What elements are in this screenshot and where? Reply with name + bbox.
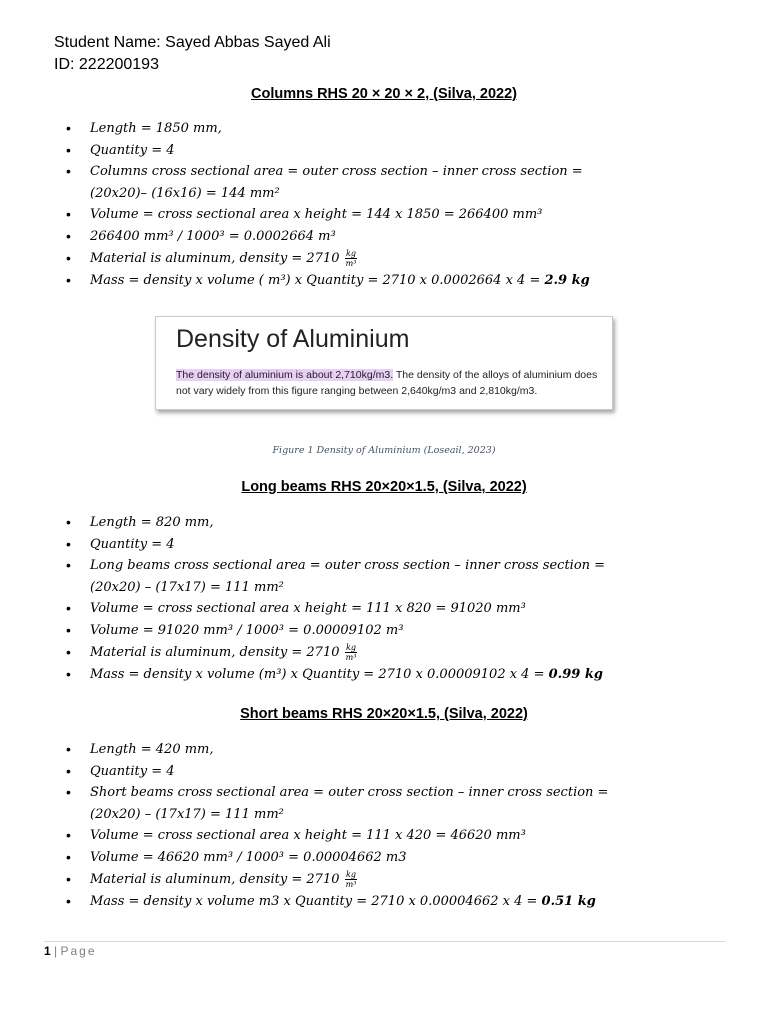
- figure-caption: Figure 1 Density of Aluminium (Loseail, 2023): [272, 445, 496, 456]
- unit-denominator: m³: [345, 259, 357, 268]
- equation-line: [66, 270, 590, 292]
- page-word: Page: [60, 944, 97, 958]
- equation-line: • Volume = cross sectional area x height = 144 x 1850 = 266400 mm³: [66, 204, 590, 226]
- equation-text: (20x20)– (16x16) = 144 mm²: [90, 185, 280, 201]
- figure-text: [176, 368, 606, 399]
- section-heading-long-beams: Long beams RHS 20×20×1.5, (Silva, 2022): [241, 479, 527, 495]
- student-id: ID: 222200193: [54, 56, 159, 73]
- student-header: [54, 32, 331, 76]
- density-unit-fraction: [345, 249, 358, 268]
- section-heading-columns: Columns RHS 20 × 20 × 2, (Silva, 2022): [251, 86, 517, 102]
- equation-line: • Volume = cross sectional area x height = 111 x 820 = 91020 mm³: [66, 598, 605, 620]
- equation-text: (20x20) – (17x17) = 111 mm²: [90, 579, 284, 595]
- footer-separator: |: [54, 944, 58, 958]
- mass-result: 2.9 kg: [544, 273, 590, 288]
- long-beams-equations: [66, 512, 605, 686]
- equation-text: • Long beams cross sectional area = outer cross section – inner cross section =: [90, 558, 606, 573]
- equation-line: • Length = 820 mm,: [66, 512, 605, 534]
- mass-result: 0.99 kg: [548, 667, 603, 682]
- equation-text: (20x20) – (17x17) = 111 mm²: [90, 806, 284, 822]
- equation-line: [66, 247, 590, 270]
- equation-line: • Length = 1850 mm,: [66, 118, 590, 140]
- unit-numerator: kg: [346, 870, 356, 879]
- unit-denominator: m³: [345, 880, 357, 889]
- figure-title: Density of Aluminium: [176, 325, 410, 353]
- equation-line: [66, 664, 605, 686]
- density-unit-fraction: [345, 870, 358, 889]
- equation-line: [66, 641, 605, 664]
- equation-text: Material is aluminum, density = 2710: [90, 251, 340, 266]
- equation-line: [66, 161, 590, 204]
- equation-text: Material is aluminum, density = 2710: [90, 872, 340, 887]
- unit-numerator: kg: [346, 249, 356, 258]
- equation-line: • Volume = 91020 mm³ / 1000³ = 0.00009102 m³: [66, 620, 605, 642]
- density-figure: [155, 316, 613, 410]
- figure-highlight-text: The density of aluminium is about 2,710kg/m3.: [176, 369, 394, 381]
- equation-line: [66, 891, 608, 913]
- page-footer: [44, 944, 97, 958]
- equation-line: [66, 555, 605, 598]
- equation-line: • Quantity = 4: [66, 140, 590, 162]
- student-name: Student Name: Sayed Abbas Sayed Ali: [54, 34, 331, 51]
- equation-line: • Quantity = 4: [66, 534, 605, 556]
- equation-text: • Short beams cross sectional area = outer cross section – inner cross section =: [90, 785, 609, 800]
- page-number: 1: [44, 944, 51, 958]
- equation-text: Mass = density x volume ( m³) x Quantity = 2710 x 0.0002664 x 4 =: [90, 273, 545, 288]
- equation-line: • 266400 mm³ / 1000³ = 0.0002664 m³: [66, 226, 590, 248]
- density-unit-fraction: [345, 643, 358, 662]
- equation-line: • Volume = 46620 mm³ / 1000³ = 0.00004662 m3: [66, 847, 608, 869]
- equation-line: • Quantity = 4: [66, 761, 608, 783]
- equation-line: • Volume = cross sectional area x height = 111 x 420 = 46620 mm³: [66, 825, 608, 847]
- columns-equations: [66, 118, 590, 292]
- equation-text: Mass = density x volume (m³) x Quantity = 2710 x 0.00009102 x 4 =: [90, 667, 549, 682]
- equation-line: • Length = 420 mm,: [66, 739, 608, 761]
- short-beams-equations: [66, 739, 608, 913]
- equation-text: Material is aluminum, density = 2710: [90, 645, 340, 660]
- footer-divider: [44, 941, 725, 942]
- section-heading-short-beams: Short beams RHS 20×20×1.5, (Silva, 2022): [240, 706, 528, 722]
- equation-line: [66, 782, 608, 825]
- figure-body-text: The density of the alloys of aluminium does not vary widely from this figure ranging between 2,640kg/m3 and 2,810kg/m3.: [176, 369, 598, 397]
- equation-text: Mass = density x volume m3 x Quantity = 2710 x 0.00004662 x 4 =: [90, 894, 542, 909]
- unit-numerator: kg: [346, 643, 356, 652]
- mass-result: 0.51 kg: [541, 894, 596, 909]
- equation-text: • Columns cross sectional area = outer cross section – inner cross section =: [90, 164, 583, 179]
- equation-line: [66, 868, 608, 891]
- unit-denominator: m³: [345, 653, 357, 662]
